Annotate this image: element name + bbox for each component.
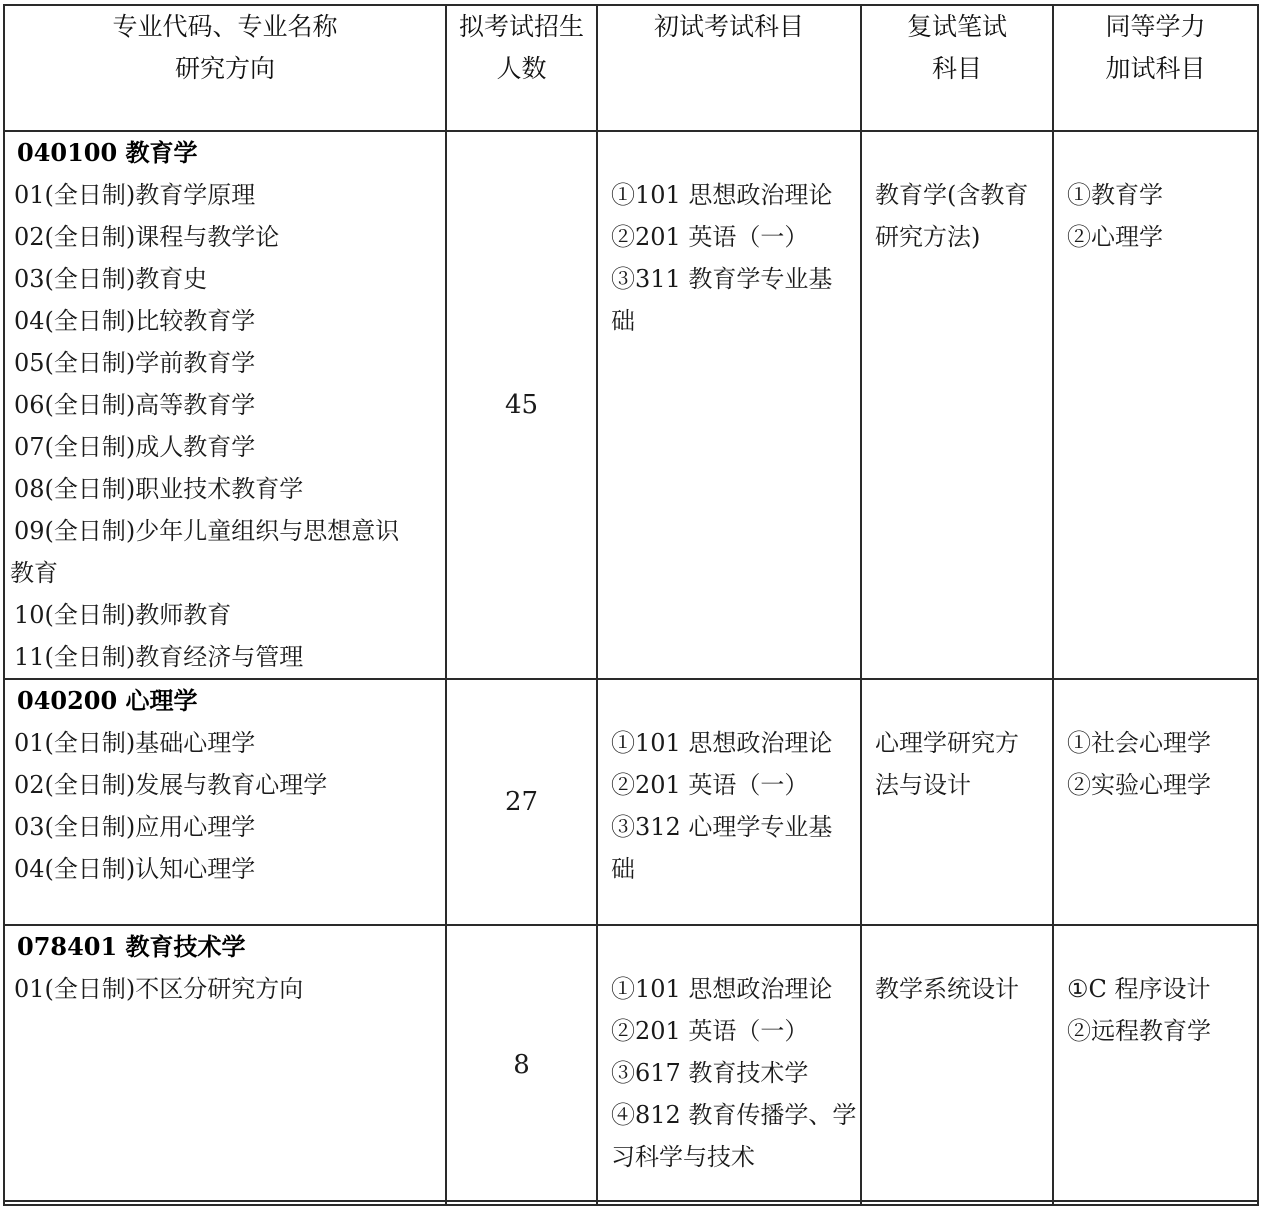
header-retest [861, 5, 1053, 131]
direction-item: 01(全日制)教育学原理 [14, 181, 256, 209]
header-exams [597, 5, 861, 131]
exam-item: ②201 英语（一） [611, 223, 809, 251]
header-count [446, 5, 597, 131]
direction-item: 01(全日制)基础心理学 [14, 729, 256, 757]
header-major [4, 5, 446, 131]
direction-list [14, 968, 445, 1010]
header-row [4, 5, 1258, 131]
header-major-line2: 研究方向 [174, 54, 275, 83]
exam-item: 础 [611, 855, 635, 883]
header-extra-line1: 同等学力 [1105, 12, 1206, 41]
bottom-border [3, 1200, 1259, 1202]
header-count-line2: 人数 [496, 54, 547, 83]
header-exams-label: 初试考试科目 [653, 12, 804, 41]
direction-item: 06(全日制)高等教育学 [14, 391, 256, 419]
extra-item: ①C 程序设计 [1067, 975, 1211, 1003]
direction-item: 03(全日制)教育史 [14, 265, 208, 293]
exam-item: ①101 思想政治理论 [611, 181, 833, 209]
exam-item: ③617 教育技术学 [611, 1059, 809, 1087]
retest-item: 法与设计 [875, 771, 971, 799]
direction-item: 04(全日制)比较教育学 [14, 307, 256, 335]
direction-item: 05(全日制)学前教育学 [14, 349, 256, 377]
exam-item: ③312 心理学专业基 [611, 813, 833, 841]
enrollment-count: 45 [504, 390, 539, 420]
direction-list [10, 174, 445, 678]
retest-item: 教学系统设计 [875, 975, 1019, 1003]
extra-item: ①教育学 [1067, 181, 1163, 209]
table-row-education [4, 131, 1258, 679]
admissions-table [3, 4, 1259, 1206]
extra-item: ②远程教育学 [1067, 1017, 1211, 1045]
exam-item: 习科学与技术 [611, 1143, 755, 1171]
major-cell [4, 679, 446, 925]
major-code-name: 040200 心理学 [17, 686, 198, 715]
exam-item: ②201 英语（一） [611, 771, 809, 799]
header-retest-line2: 科目 [931, 54, 982, 83]
count-cell [446, 131, 597, 679]
direction-item: 11(全日制)教育经济与管理 [14, 643, 304, 671]
count-cell [446, 679, 597, 925]
direction-item-continued: 教育 [10, 559, 58, 587]
extra-cell [1053, 679, 1258, 925]
major-code-name: 040100 教育学 [17, 138, 198, 167]
direction-item: 03(全日制)应用心理学 [14, 813, 256, 841]
exam-item: ②201 英语（一） [611, 1017, 809, 1045]
retest-item: 教育学(含教育 [875, 181, 1029, 209]
extra-item: ①社会心理学 [1067, 729, 1211, 757]
exams-cell [597, 131, 861, 679]
table-row-psychology [4, 679, 1258, 925]
direction-item: 04(全日制)认知心理学 [14, 855, 256, 883]
retest-item: 研究方法) [875, 223, 981, 251]
major-cell [4, 131, 446, 679]
exam-item: ①101 思想政治理论 [611, 975, 833, 1003]
exam-item: ①101 思想政治理论 [611, 729, 833, 757]
extra-item: ②实验心理学 [1067, 771, 1211, 799]
header-extra [1053, 5, 1258, 131]
retest-cell [861, 925, 1053, 1205]
direction-item: 02(全日制)发展与教育心理学 [14, 771, 328, 799]
direction-item: 10(全日制)教师教育 [14, 601, 232, 629]
extra-item: ②心理学 [1067, 223, 1163, 251]
enrollment-count: 8 [513, 1050, 530, 1080]
direction-item: 07(全日制)成人教育学 [14, 433, 256, 461]
extra-cell [1053, 131, 1258, 679]
header-retest-line1: 复试笔试 [906, 12, 1007, 41]
direction-item: 01(全日制)不区分研究方向 [14, 975, 304, 1003]
retest-item: 心理学研究方 [875, 729, 1019, 757]
direction-item: 08(全日制)职业技术教育学 [14, 475, 304, 503]
retest-cell [861, 679, 1053, 925]
count-cell [446, 925, 597, 1205]
exam-item: 础 [611, 307, 635, 335]
exams-cell [597, 679, 861, 925]
retest-cell [861, 131, 1053, 679]
enrollment-count: 27 [504, 787, 539, 817]
direction-list [14, 722, 445, 890]
header-extra-line2: 加试科目 [1105, 54, 1206, 83]
exam-item: ③311 教育学专业基 [611, 265, 833, 293]
direction-item: 09(全日制)少年儿童组织与思想意识 [14, 517, 400, 545]
extra-cell [1053, 925, 1258, 1205]
table-row-education-technology [4, 925, 1258, 1205]
exam-item: ④812 教育传播学、学 [611, 1101, 857, 1129]
major-cell [4, 925, 446, 1205]
direction-item: 02(全日制)课程与教学论 [14, 223, 280, 251]
header-major-line1: 专业代码、专业名称 [112, 12, 338, 41]
exams-cell [597, 925, 861, 1205]
major-code-name: 078401 教育技术学 [17, 932, 246, 961]
header-count-line1: 拟考试招生 [458, 12, 584, 41]
